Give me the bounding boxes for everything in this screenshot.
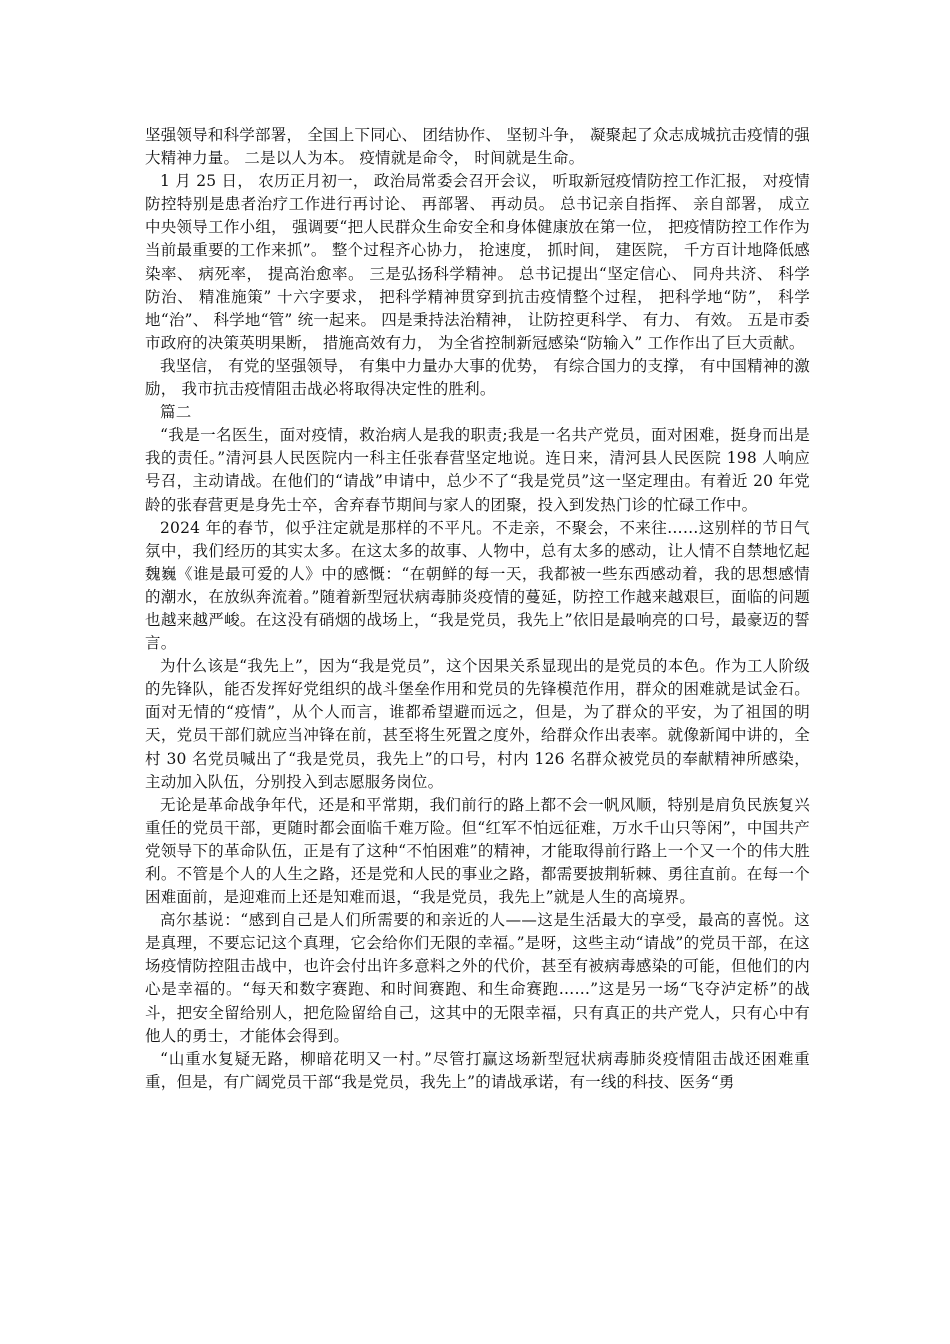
- paragraph-3: 我坚信， 有党的坚强领导， 有集中力量办大事的优势， 有综合国力的支撑， 有中国精神的激励， 我市抗击疫情阻击战必将取得决定性的胜利。: [145, 356, 810, 399]
- paragraph-6: 为什么该是“我先上”，因为“我是党员”，这个因果关系显现出的是党员的本色。作为工人阶级的先锋队，能否发挥好党组织的战斗堡垒作用和党员的先锋模范作用，群众的困难就是试金石。面对无情的“疫情”，从个人而言，谁都希望避而远之，但是，为了群众的平安，为了祖国的明天，党员干部们就应当冲锋在前，甚至将生死置之度外，给群众作出表率。就像新闻中讲的，全村 30 名党员喊出了“我是党员，我先上”的口号，村内 126 名群众被党员的奉献精神所感染，主动加入队伍，分别投入到志愿服务岗位。: [145, 657, 810, 791]
- section-heading: 篇二: [160, 403, 192, 422]
- paragraph-4: “我是一名医生，面对疫情，救治病人是我的职责;我是一名共产党员，面对困难，挺身而出是我的责任。”清河县人民医院内一科主任张春营坚定地说。连日来，清河县人民医院 198 人响应号召，主动请战。在他们的“请战”申请中，总少不了“我是党员”这一坚定理由。有着近 20 年党龄的张春营更是身先士卒，舍弃春节期间与家人的团聚，投入到发热门诊的忙碌工作中。: [145, 426, 810, 514]
- paragraph-8: 高尔基说：“感到自己是人们所需要的和亲近的人——这是生活最大的享受，最高的喜悦。这是真理，不要忘记这个真理，它会给你们无限的幸福。”是呀，这些主动“请战”的党员干部，在这场疫情防控阻击战中，也许会付出许多意料之外的代价，甚至有被病毒感染的可能，但他们的内心是幸福的。“每天和数字赛跑、和时间赛跑、和生命赛跑……”这是另一场“飞夺泸定桥”的战斗，把安全留给别人，把危险留给自己，这其中的无限幸福，只有真正的共产党人，只有心中有他人的勇士，才能体会得到。: [145, 911, 810, 1045]
- document-body: [145, 124, 810, 1094]
- paragraph-7: 无论是革命战争年代，还是和平常期，我们前行的路上都不会一帆风顺，特别是肩负民族复兴重任的党员干部，更随时都会面临千难万险。但“红军不怕远征难，万水千山只等闲”，中国共产党领导下的革命队伍，正是有了这种“不怕困难”的精神，才能取得前行路上一个又一个的伟大胜利。不管是个人的人生之路，还是党和人民的事业之路，都需要披荆斩棘、勇往直前。在每一个困难面前，是迎难而上还是知难而退，“我是党员，我先上”就是人生的高境界。: [145, 795, 810, 907]
- paragraph-9: “山重水复疑无路，柳暗花明又一村。”尽管打赢这场新型冠状病毒肺炎疫情阻击战还困难重重，但是，有广阔党员干部“我是党员，我先上”的请战承诺，有一线的科技、医务“勇: [145, 1049, 810, 1091]
- paragraph-5: 2024 年的春节，似乎注定就是那样的不平凡。不走亲，不聚会，不来往……这别样的节日气氛中，我们经历的其实太多。在这太多的故事、人物中，总有太多的感动，让人情不自禁地忆起魏巍《谁是最可爱的人》中的感慨：“在朝鲜的每一天，我都被一些东西感动着，我的思想感情的潮水，在放纵奔流着。”随着新型冠状病毒肺炎疫情的蔓延，防控工作越来越艰巨，面临的问题也越来越严峻。在这没有硝烟的战场上，“我是党员，我先上”依旧是最响亮的口号，最豪迈的誓言。: [145, 518, 810, 653]
- paragraph-2: 1 月 25 日， 农历正月初一， 政治局常委会召开会议， 听取新冠疫情防控工作汇报， 对疫情防控特别是患者治疗工作进行再讨论、 再部署、 再动员。 总书记亲自指挥、 亲自部署， 成立中央领导工作小组， 强调要“把人民群众生命安全和身体健康放在第一位， 把疫情防控工作作为当前最重要的工作来抓”。 整个过程齐心协力， 抢速度， 抓时间， 建医院， 千方百计地降低感染率、 病死率， 提高治愈率。 三是弘扬科学精神。 总书记提出“坚定信心、 同舟共济、 科学防治、 精准施策” 十六字要求， 把科学精神贯穿到抗击疫情整个过程， 把科学地“防”， 科学地“治”、 科学地“管” 统一起来。 四是秉持法治精神， 让防控更科学、 有力、 有效。 五是市委市政府的决策英明果断， 措施高效有力， 为全省控制新冠感染“防输入” 工作作出了巨大贡献。: [145, 172, 810, 352]
- paragraph-1: 坚强领导和科学部署， 全国上下同心、 团结协作、 坚韧斗争， 凝聚起了众志成城抗击疫情的强大精神力量。 二是以人为本。 疫情就是命令， 时间就是生命。: [145, 126, 810, 168]
